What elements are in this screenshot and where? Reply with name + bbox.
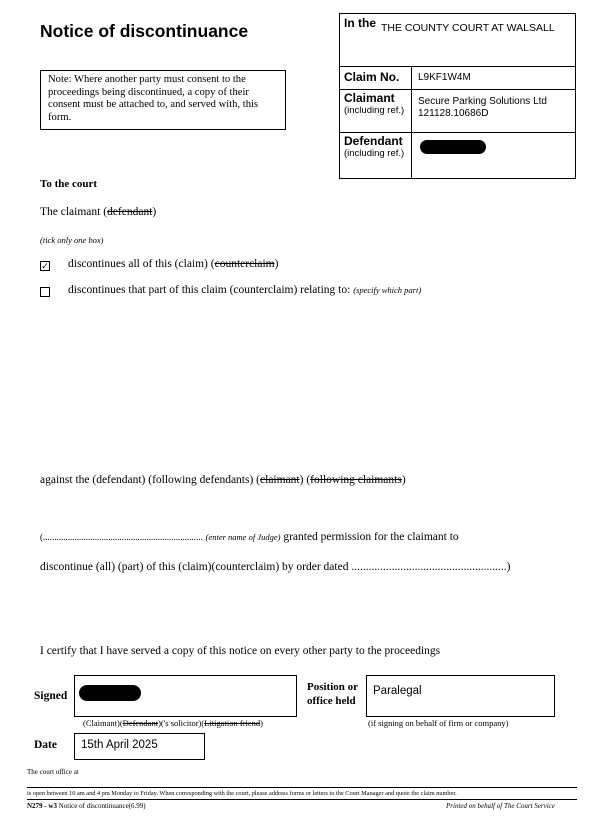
defendant-redaction (420, 140, 486, 154)
in-the-label: In the (344, 16, 376, 30)
position-caption: (if signing on behalf of firm or company) (368, 718, 509, 728)
court-name: THE COUNTY COURT AT WALSALL (381, 22, 555, 34)
signed-label: Signed (34, 690, 68, 702)
claimant-label: Claimant (344, 91, 395, 105)
claimant-line: The claimant (defendant) (40, 206, 157, 218)
discontinue-all-checkbox[interactable]: ✓ (41, 261, 49, 271)
printed-on-behalf: Printed on behalf of The Court Service (446, 802, 555, 810)
signature-redaction (79, 685, 141, 701)
footer-divider-2 (27, 799, 577, 800)
position-field[interactable]: Paralegal (366, 675, 555, 717)
defendant-label: Defendant (344, 134, 403, 148)
order-date-line: discontinue (all) (part) of this (claim)(counterclaim) by order dated ......................................................) (40, 561, 511, 573)
claimant-row (339, 90, 576, 133)
against-line: against the (defendant) (following defendants) (claimant) (following claimants) (40, 474, 406, 486)
claimant-ref: 121128.10686D (418, 107, 489, 119)
claim-number-row (339, 67, 576, 90)
form-reference: N279 - w3 Notice of discontinuance(6.99) (27, 802, 146, 810)
to-the-court-heading: To the court (40, 178, 98, 190)
defendant-sub-label: (including ref.) (344, 148, 405, 159)
discontinue-part-checkbox[interactable] (40, 287, 50, 297)
discontinue-part-label: discontinues that part of this claim (counterclaim) relating to: (specify which part) (68, 284, 422, 296)
court-office-label: The court office at (27, 768, 79, 776)
defendant-row (339, 133, 576, 179)
date-label: Date (34, 739, 57, 751)
discontinue-all-label: discontinues all of this (claim) (counterclaim) (68, 258, 279, 270)
signer-caption: (Claimant)(Defendant)('s solicitor)(Litigation friend) (83, 718, 264, 728)
claim-no-label: Claim No. (344, 70, 400, 84)
date-field[interactable]: 15th April 2025 (74, 733, 205, 760)
opening-hours: is open between 10 am and 4 pm Monday to Friday. When corresponding with the court, please address forms or letters to the Court Manager and quote the claim number. (27, 790, 457, 797)
certify-statement: I certify that I have served a copy of this notice on every other party to the proceedings (40, 645, 441, 657)
signature-field[interactable] (74, 675, 297, 717)
claimant-name: Secure Parking Solutions Ltd (418, 96, 547, 107)
tick-hint: (tick only one box) (40, 235, 104, 245)
consent-note: Note: Where another party must consent to the proceedings being discontinued, a copy of their consent must be attached to, and served with, this form. (40, 70, 286, 130)
court-box (339, 13, 576, 67)
claim-no-value: L9KF1W4M (418, 72, 471, 83)
page-title: Notice of discontinuance (40, 21, 249, 41)
claimant-sub-label: (including ref.) (344, 105, 405, 116)
judge-line: (....................................................................... (enter name of Judge) granted permission for the claimant to (40, 531, 459, 543)
footer-divider-1 (27, 787, 577, 788)
position-label: Position or office held (307, 681, 359, 707)
